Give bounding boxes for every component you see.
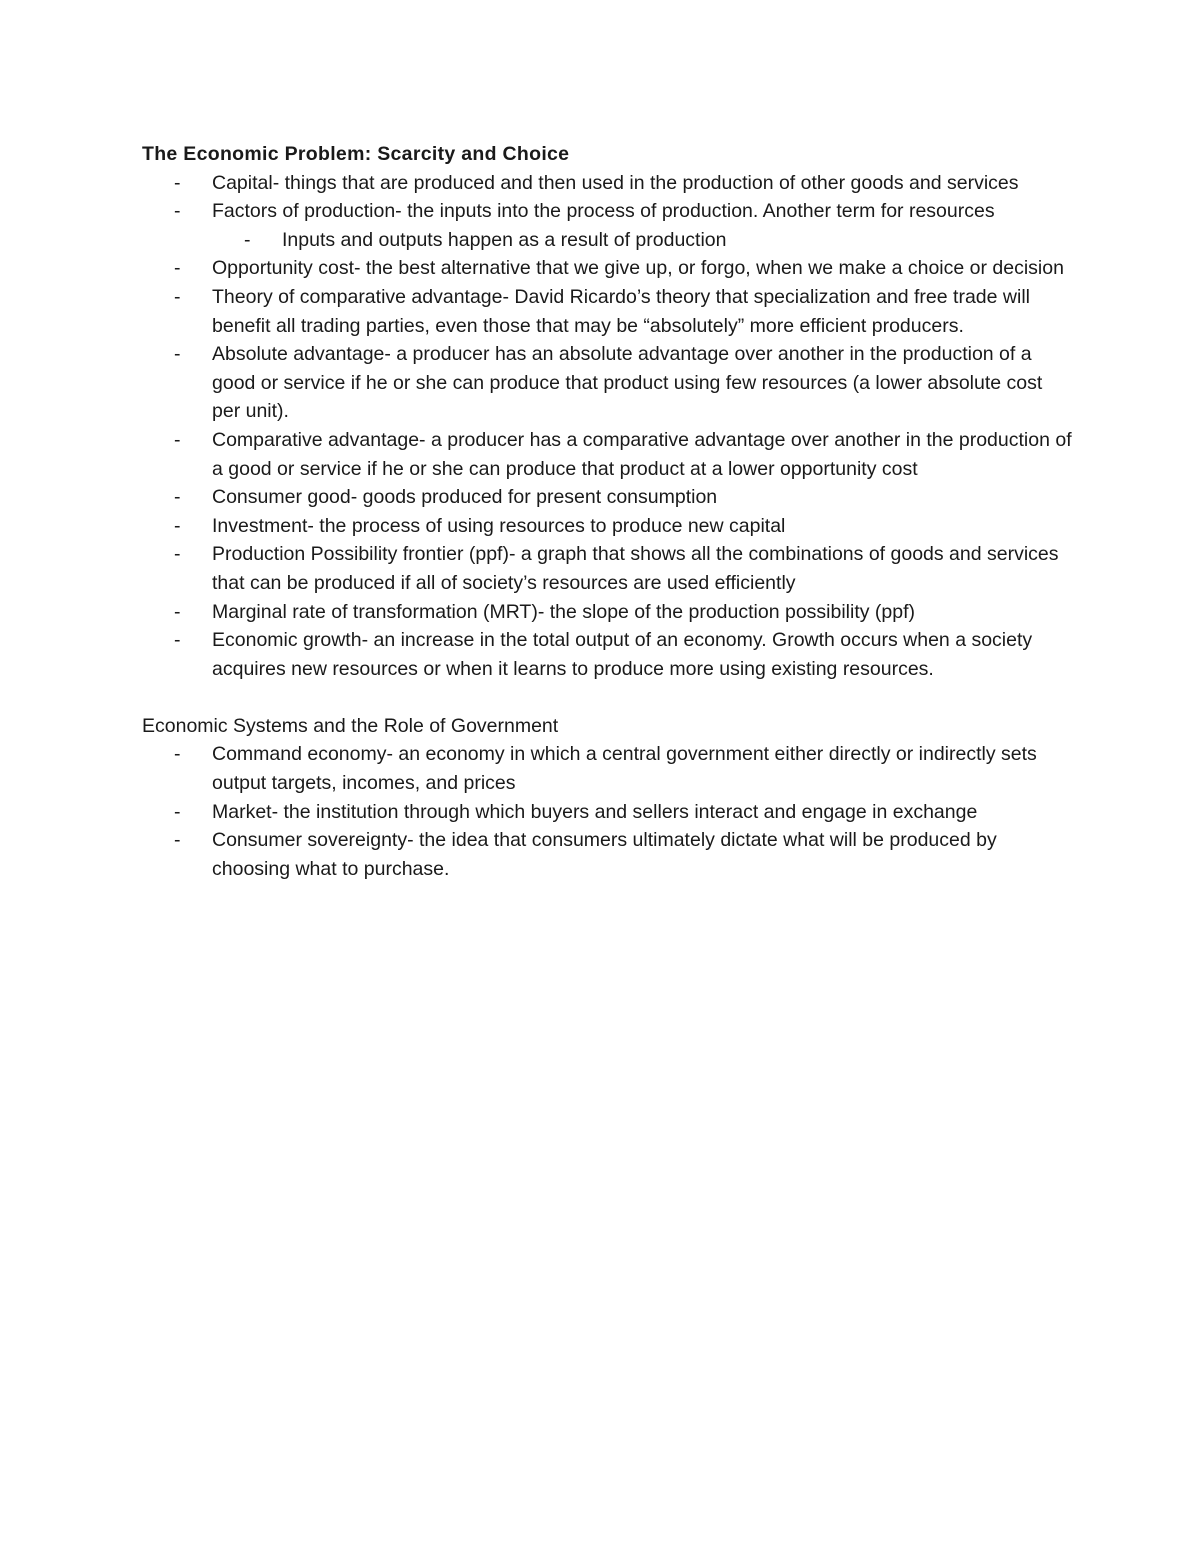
section-heading-economic-systems: Economic Systems and the Role of Government — [142, 714, 559, 737]
nested-text: Inputs and outputs happen as a result of production — [282, 228, 727, 251]
definition-text: Opportunity cost- the best alternative that we give up, or forgo, when we make a choice or decision — [212, 257, 1064, 280]
list-item — [142, 512, 1072, 541]
list-item — [142, 283, 1072, 340]
dash-bullet: - — [174, 514, 181, 537]
list-item — [142, 740, 1072, 797]
list-item — [142, 798, 1072, 827]
definition-text: Economic growth- an increase in the total output of an economy. Growth occurs when a society acquires new resources or when it learns to produce more using existing resources. — [212, 629, 1033, 680]
definition-text: Factors of production- the inputs into the process of production. Another term for resources — [212, 200, 995, 223]
dash-bullet: - — [174, 428, 181, 451]
document-body — [142, 140, 1072, 883]
definitions-list-economic-systems — [142, 740, 1072, 883]
dash-bullet: - — [174, 343, 181, 366]
list-item — [142, 483, 1072, 512]
list-item — [142, 254, 1072, 283]
dash-bullet: - — [174, 200, 181, 223]
dash-bullet: - — [174, 600, 181, 623]
definition-text: Command economy- an economy in which a central government either directly or indirectly sets output targets, incomes, and prices — [212, 743, 1037, 795]
definition-text: Consumer sovereignty- the idea that consumers ultimately dictate what will be produced by choosing what to purchase. — [212, 829, 997, 880]
dash-bullet: - — [174, 800, 181, 823]
nested-list-item — [212, 226, 1072, 255]
dash-bullet: - — [174, 743, 181, 766]
list-item — [142, 197, 1072, 254]
definition-text: Production Possibility frontier (ppf)- a graph that shows all the combinations of goods and services that can be produced if all of society’s resources are used efficiently — [212, 543, 1059, 594]
dash-bullet: - — [174, 257, 181, 280]
dash-bullet: - — [174, 285, 181, 308]
list-item — [142, 626, 1072, 683]
dash-bullet: - — [174, 486, 181, 509]
list-item — [142, 540, 1072, 597]
section-spacer — [142, 683, 1072, 712]
list-item — [142, 598, 1072, 627]
dash-bullet: - — [174, 829, 181, 852]
list-item — [142, 826, 1072, 883]
nested-list — [212, 226, 1072, 255]
list-item — [142, 340, 1072, 426]
dash-bullet: - — [174, 171, 181, 194]
definition-text: Comparative advantage- a producer has a comparative advantage over another in the production of a good or service if he or she can produce that product at a lower opportunity cost — [212, 428, 1072, 480]
definition-text: Marginal rate of transformation (MRT)- the slope of the production possibility (ppf) — [212, 600, 916, 623]
dash-bullet: - — [174, 543, 181, 566]
list-item — [142, 169, 1072, 198]
dash-bullet: - — [244, 228, 251, 251]
definition-text: Theory of comparative advantage- David Ricardo’s theory that specialization and free trade will benefit all trading parties, even those that may be “absolutely” more efficient producers. — [212, 285, 1030, 337]
definition-text: Absolute advantage- a producer has an absolute advantage over another in the production of a good or service if he or she can produce that product using few resources (a lower absolute cost per unit). — [212, 343, 1043, 423]
definitions-list-economic-problem — [142, 169, 1072, 684]
definition-text: Market- the institution through which buyers and sellers interact and engage in exchange — [212, 800, 978, 823]
list-item — [142, 426, 1072, 483]
definition-text: Capital- things that are produced and then used in the production of other goods and services — [212, 171, 1019, 194]
definition-text: Investment- the process of using resources to produce new capital — [212, 514, 786, 537]
section-heading-economic-problem: The Economic Problem: Scarcity and Choice — [142, 143, 570, 165]
dash-bullet: - — [174, 629, 181, 652]
definition-text: Consumer good- goods produced for present consumption — [212, 486, 718, 509]
